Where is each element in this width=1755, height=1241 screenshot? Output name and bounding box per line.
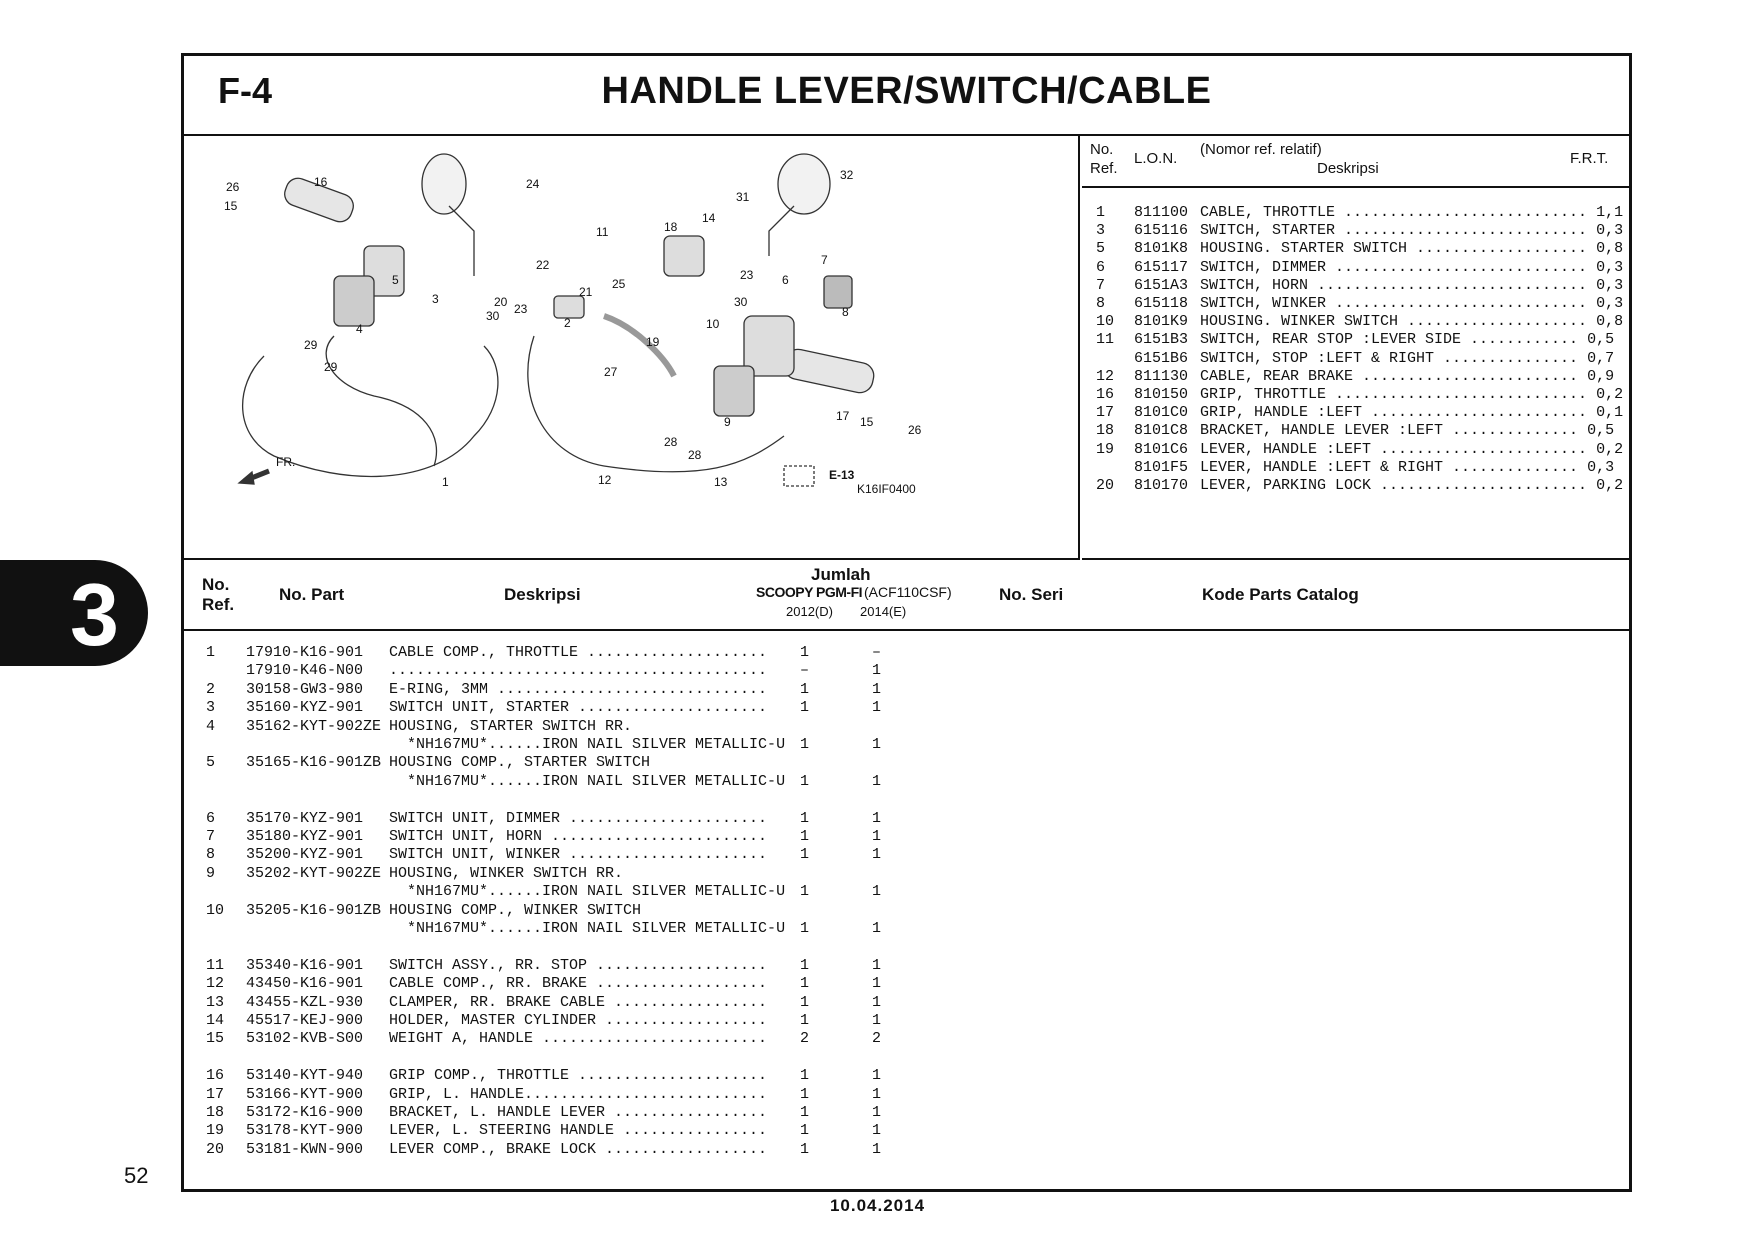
frt-lon: 8101F5 [1134, 458, 1189, 476]
qty-2012: 1 [800, 956, 810, 974]
qty-2014: 1 [872, 846, 882, 864]
callout-number: 21 [579, 285, 593, 299]
parts-row [184, 1012, 1629, 1030]
qty-2012: 1 [800, 736, 810, 753]
print-date: 10.04.2014 [829, 1196, 926, 1215]
frt-desc: HOUSING. STARTER SWITCH ................... 0,8 [1200, 240, 1624, 258]
callout-number: 19 [646, 335, 660, 349]
parts-ref: 18 [206, 1104, 225, 1121]
qty-2014: 1 [872, 975, 882, 993]
parts-number: 17910-K46-N00 [246, 662, 364, 680]
frt-ref: 8 [1096, 295, 1106, 312]
parts-desc: HOUSING, WINKER SWITCH RR. [389, 864, 624, 882]
callout-number: 15 [860, 415, 874, 429]
parts-number: 35202-KYT-902ZE [246, 864, 382, 882]
qty-2014: 1 [872, 1085, 882, 1103]
parts-number: 35170-KYZ-901 [246, 809, 364, 827]
qty-2012: 1 [800, 1085, 810, 1103]
qty-2014: 2 [872, 1030, 882, 1048]
parts-desc: LEVER, L. STEERING HANDLE ................ [389, 1122, 768, 1140]
callout-number: 11 [596, 225, 609, 239]
frt-ref: 7 [1096, 276, 1106, 294]
parts-number: 53166-KYT-900 [246, 1085, 364, 1103]
frt-desc: SWITCH, REAR STOP :LEVER SIDE ............ 0,5 [1200, 331, 1615, 349]
page-number: 52 [124, 1163, 149, 1188]
qty-2012: 1 [800, 1104, 810, 1121]
frt-ref: 19 [1096, 440, 1115, 458]
parts-header-ref: Ref. [202, 595, 235, 614]
qty-2012: 1 [800, 1122, 810, 1140]
parts-desc: *NH167MU*......IRON NAIL SILVER METALLIC-U [389, 920, 786, 937]
frt-row [1082, 386, 1629, 404]
callout-number: 7 [821, 253, 828, 267]
frt-ref: 18 [1096, 422, 1115, 440]
frt-desc: SWITCH, STOP :LEFT & RIGHT ............... 0,7 [1200, 349, 1615, 367]
qty-2014: 1 [872, 1122, 882, 1140]
parts-desc: SWITCH ASSY., RR. STOP ................... [389, 956, 768, 974]
parts-row [184, 975, 1629, 993]
parts-row [184, 644, 1629, 662]
left-mirror [778, 154, 830, 214]
callout-number: 14 [702, 211, 716, 225]
frt-table [1082, 136, 1629, 560]
parts-row [184, 810, 1629, 828]
parts-desc: SWITCH UNIT, DIMMER ...................... [389, 809, 768, 827]
callout-number: 27 [604, 365, 618, 379]
parts-row [184, 1030, 1629, 1048]
callout-number: 9 [724, 415, 731, 429]
front-label: FR. [276, 455, 296, 469]
parts-row [184, 681, 1629, 699]
frt-desc: LEVER, PARKING LOCK ....................... 0,2 [1200, 477, 1624, 494]
parts-number: 35165-K16-901ZB [246, 754, 382, 772]
callout-number: 28 [688, 448, 702, 462]
chapter-number: 3 [70, 565, 119, 664]
parts-row [184, 1122, 1629, 1140]
parts-row [184, 699, 1629, 717]
qty-2014: 1 [872, 956, 882, 974]
callout-number: 26 [908, 423, 922, 437]
parts-row [184, 846, 1629, 864]
parts-number: 35160-KYZ-901 [246, 699, 364, 717]
qty-2014: 1 [872, 883, 882, 901]
parts-desc: CABLE COMP., THROTTLE .................... [389, 644, 768, 661]
title-bar [184, 56, 1629, 136]
frt-header-lon: L.O.N. [1134, 150, 1178, 167]
parts-ref: 19 [206, 1122, 225, 1140]
section-code: F-4 [218, 70, 272, 111]
qty-2014: 1 [872, 1012, 882, 1029]
callout-number: 10 [706, 317, 720, 331]
frt-lon: 8101K9 [1134, 313, 1189, 331]
frt-header-no: No. [1090, 141, 1114, 158]
parts-row [184, 828, 1629, 846]
parts-row [184, 865, 1629, 883]
image-code: K16IF0400 [857, 482, 916, 496]
frt-row [1082, 477, 1629, 495]
qty-2012: 1 [800, 846, 810, 864]
winker-switch-rear [714, 366, 754, 416]
parts-row [184, 1141, 1629, 1159]
left-grip [782, 347, 876, 395]
callout-number: 30 [734, 295, 748, 309]
frt-desc: SWITCH, HORN .............................. 0,3 [1200, 276, 1624, 294]
horn-switch [824, 276, 852, 308]
parts-ref: 6 [206, 809, 216, 827]
parts-table-header [184, 561, 1629, 631]
page-title: HANDLE LEVER/SWITCH/CABLE [601, 70, 1212, 112]
frt-lon: 811130 [1134, 367, 1189, 385]
frt-ref: 6 [1096, 258, 1106, 276]
frt-header-frt: F.R.T. [1570, 150, 1609, 167]
callout-number: 28 [664, 435, 678, 449]
qty-2012: 1 [800, 644, 810, 661]
frt-ref: 12 [1096, 367, 1115, 385]
parts-row [184, 1104, 1629, 1122]
parts-header-catalog: Kode Parts Catalog [1202, 585, 1359, 604]
frt-lon: 8101C6 [1134, 440, 1189, 458]
switch-harness [326, 336, 436, 466]
qty-2012: 1 [800, 809, 810, 827]
parts-header-desc: Deskripsi [504, 585, 581, 604]
qty-2012: 1 [800, 699, 810, 717]
frt-lon: 8101K8 [1134, 240, 1189, 258]
parts-number: 17910-K16-901 [246, 644, 364, 661]
parts-ref: 4 [206, 717, 216, 735]
frt-row [1082, 277, 1629, 295]
parts-ref: 2 [206, 680, 216, 698]
frt-header-ref: Ref. [1090, 160, 1118, 177]
qty-2014: 1 [872, 920, 882, 937]
frt-row [1082, 350, 1629, 368]
parts-desc: HOUSING, STARTER SWITCH RR. [389, 717, 633, 735]
parts-ref: 9 [206, 864, 216, 882]
parts-desc: GRIP COMP., THROTTLE ..................... [389, 1067, 768, 1085]
qty-2012: 1 [800, 1012, 810, 1029]
callout-number: 16 [314, 175, 328, 189]
frt-lon: 6151B6 [1134, 349, 1189, 367]
frt-ref: 16 [1096, 386, 1115, 403]
parts-row [184, 662, 1629, 680]
parts-desc: WEIGHT A, HANDLE ......................... [389, 1030, 768, 1048]
frt-header-deskripsi: Deskripsi [1317, 160, 1379, 177]
parts-row [184, 902, 1629, 920]
parts-desc: HOUSING COMP., STARTER SWITCH [389, 754, 651, 772]
parts-row [184, 754, 1629, 772]
parts-header-jumlah: Jumlah [811, 565, 871, 584]
frt-row [1082, 459, 1629, 477]
parts-number: 53178-KYT-900 [246, 1122, 364, 1140]
parts-number: 53102-KVB-S00 [246, 1030, 364, 1048]
frt-row [1082, 313, 1629, 331]
callout-number: 23 [740, 268, 754, 282]
parts-header-serial: No. Seri [999, 585, 1064, 604]
frt-row [1082, 441, 1629, 459]
parts-ref: 10 [206, 901, 225, 919]
starter-switch-rear [334, 276, 374, 326]
frt-lon: 811100 [1134, 204, 1189, 221]
parts-number: 53172-K16-900 [246, 1104, 364, 1121]
frt-ref: 20 [1096, 477, 1115, 494]
parts-header-no: No. [202, 575, 230, 594]
right-mirror-stem [449, 206, 474, 276]
frt-lon: 615116 [1134, 222, 1189, 240]
parts-desc: SWITCH UNIT, HORN ........................ [389, 828, 768, 845]
frt-lon: 8101C0 [1134, 404, 1189, 422]
frt-desc: LEVER, HANDLE :LEFT & RIGHT .............. 0,3 [1200, 458, 1615, 476]
reference-label: E-13 [829, 468, 855, 482]
qty-2014: 1 [872, 662, 882, 680]
frt-desc: GRIP, THROTTLE ............................ 0,2 [1200, 386, 1624, 403]
frt-row [1082, 404, 1629, 422]
parts-row [184, 1086, 1629, 1104]
callout-number: 4 [356, 322, 363, 336]
parts-ref: 20 [206, 1140, 225, 1158]
frt-row [1082, 368, 1629, 386]
frt-row [1082, 204, 1629, 222]
parts-header-model-code: (ACF110CSF) [864, 584, 952, 600]
parts-number: 35340-K16-901 [246, 956, 364, 974]
qty-2014: – [872, 644, 882, 661]
frt-row [1082, 331, 1629, 349]
left-mirror-stem [769, 206, 794, 256]
parts-desc: HOLDER, MASTER CYLINDER .................. [389, 1012, 768, 1029]
callout-number: 17 [836, 409, 850, 423]
parts-ref: 11 [206, 956, 225, 974]
qty-2014: 1 [872, 1140, 882, 1158]
qty-2012: 1 [800, 993, 810, 1011]
parts-ref: 14 [206, 1012, 225, 1029]
frt-desc: SWITCH, STARTER ........................... 0,3 [1200, 222, 1624, 240]
parts-number: 35200-KYZ-901 [246, 846, 364, 864]
qty-2012: 1 [800, 680, 810, 698]
callout-number: 18 [664, 220, 678, 234]
callout-number: 25 [612, 277, 626, 291]
frt-ref: 3 [1096, 222, 1106, 240]
parts-number: 35205-K16-901ZB [246, 901, 382, 919]
parts-ref: 13 [206, 993, 225, 1011]
frt-desc: CABLE, REAR BRAKE ........................ 0,9 [1200, 367, 1615, 385]
qty-2012: 1 [800, 828, 810, 845]
catalog-page-frame [181, 53, 1632, 1192]
frt-desc: CABLE, THROTTLE ........................... 1,1 [1200, 204, 1624, 221]
qty-2014: 1 [872, 772, 882, 790]
frt-lon: 6151B3 [1134, 331, 1189, 349]
frt-ref: 1 [1096, 204, 1106, 221]
qty-2012: 1 [800, 975, 810, 993]
parts-row [184, 920, 1629, 938]
callout-number: 29 [324, 360, 338, 374]
parts-ref: 15 [206, 1030, 225, 1048]
frt-lon: 6151A3 [1134, 276, 1189, 294]
parts-header-part: No. Part [279, 585, 345, 604]
parts-number: 53181-KWN-900 [246, 1140, 364, 1158]
callout-number: 8 [842, 305, 849, 319]
parts-header-year-2014: 2014(E) [860, 604, 907, 619]
parts-ref: 12 [206, 975, 225, 993]
qty-2012: 1 [800, 772, 810, 790]
frt-row [1082, 259, 1629, 277]
parts-desc: *NH167MU*......IRON NAIL SILVER METALLIC-U [389, 772, 786, 790]
parts-ref: 5 [206, 754, 216, 772]
qty-2014: 1 [872, 1067, 882, 1085]
reference-box [784, 466, 814, 486]
frt-lon: 810150 [1134, 386, 1189, 403]
frt-row [1082, 295, 1629, 313]
frt-lon: 8101C8 [1134, 422, 1189, 440]
qty-2012: 2 [800, 1030, 810, 1048]
frt-desc: LEVER, HANDLE :LEFT ....................... 0,2 [1200, 440, 1624, 458]
frt-desc: HOUSING. WINKER SWITCH .................... 0,8 [1200, 313, 1624, 331]
parts-ref: 1 [206, 644, 216, 661]
right-mirror [422, 154, 466, 214]
parts-row [184, 718, 1629, 736]
qty-2014: 1 [872, 699, 882, 717]
parts-ref: 17 [206, 1085, 225, 1103]
callout-number: 2 [564, 316, 571, 330]
parts-ref: 8 [206, 846, 216, 864]
parts-ref: 3 [206, 699, 216, 717]
frt-row [1082, 240, 1629, 258]
parts-row [184, 736, 1629, 754]
qty-2012: 1 [800, 920, 810, 937]
frt-desc: SWITCH, DIMMER ............................ 0,3 [1200, 258, 1624, 276]
parts-desc: SWITCH UNIT, WINKER ...................... [389, 846, 768, 864]
parts-row [184, 773, 1629, 791]
callout-number: 20 [494, 295, 508, 309]
parts-number: 30158-GW3-980 [246, 680, 364, 698]
callout-number: 24 [526, 177, 540, 191]
frt-table-header [1082, 136, 1629, 188]
parts-desc: E-RING, 3MM .............................. [389, 680, 768, 698]
parts-header-model: SCOOPY PGM-FI [756, 584, 863, 600]
frt-desc: BRACKET, HANDLE LEVER :LEFT .............. 0,5 [1200, 422, 1615, 440]
callout-number: 6 [782, 273, 789, 287]
parts-desc: SWITCH UNIT, STARTER ..................... [389, 699, 768, 717]
callout-number: 31 [736, 190, 750, 204]
parts-ref: 16 [206, 1067, 225, 1085]
callout-number: 15 [224, 199, 238, 213]
lever-bracket [664, 236, 704, 276]
parts-ref: 7 [206, 828, 216, 845]
qty-2014: 1 [872, 736, 882, 753]
parts-number: 35162-KYT-902ZE [246, 717, 382, 735]
frt-ref: 11 [1096, 331, 1115, 349]
callout-number: 13 [714, 475, 728, 489]
parts-desc: BRACKET, L. HANDLE LEVER ................. [389, 1104, 768, 1121]
frt-desc: SWITCH, WINKER ............................ 0,3 [1200, 295, 1624, 312]
callout-number: 5 [392, 273, 399, 287]
callout-number: 26 [226, 180, 240, 194]
qty-2012: 1 [800, 883, 810, 901]
parts-header-year-2012: 2012(D) [786, 604, 833, 619]
qty-2012: – [800, 662, 810, 680]
parts-row [184, 957, 1629, 975]
parking-lock-lever [554, 296, 584, 318]
callout-number: 22 [536, 258, 550, 272]
frt-lon: 810170 [1134, 477, 1189, 494]
parts-desc: LEVER COMP., BRAKE LOCK .................. [389, 1140, 768, 1158]
frt-ref: 10 [1096, 313, 1115, 331]
frt-row [1082, 422, 1629, 440]
qty-2014: 1 [872, 828, 882, 845]
frt-header-nomor: (Nomor ref. relatif) [1200, 141, 1322, 158]
callout-number: 1 [442, 475, 449, 489]
callout-number: 12 [598, 473, 612, 487]
callout-number: 3 [432, 292, 439, 306]
parts-desc: GRIP, L. HANDLE........................... [389, 1085, 768, 1103]
callout-number: 23 [514, 302, 528, 316]
callout-number: 30 [486, 309, 500, 323]
parts-number: 43455-KZL-930 [246, 993, 364, 1011]
chapter-tab [0, 560, 148, 666]
parts-desc: CLAMPER, RR. BRAKE CABLE ................. [389, 993, 768, 1011]
frt-desc: GRIP, HANDLE :LEFT ........................ 0,1 [1200, 404, 1624, 422]
qty-2014: 1 [872, 809, 882, 827]
parts-desc: *NH167MU*......IRON NAIL SILVER METALLIC-U [389, 883, 786, 901]
parts-desc: CABLE COMP., RR. BRAKE ................... [389, 975, 768, 993]
exploded-parts-diagram [184, 136, 1080, 560]
parts-row [184, 883, 1629, 901]
qty-2012: 1 [800, 1067, 810, 1085]
parts-number: 45517-KEJ-900 [246, 1012, 364, 1029]
qty-2012: 1 [800, 1140, 810, 1158]
frt-lon: 615117 [1134, 258, 1189, 276]
callout-number: 29 [304, 338, 318, 352]
frt-ref: 5 [1096, 240, 1106, 258]
parts-desc: HOUSING COMP., WINKER SWITCH [389, 901, 642, 919]
parts-desc: *NH167MU*......IRON NAIL SILVER METALLIC-U [389, 736, 786, 753]
qty-2014: 1 [872, 1104, 882, 1121]
parts-number: 53140-KYT-940 [246, 1067, 364, 1085]
parts-number: 35180-KYZ-901 [246, 828, 364, 845]
frt-lon: 615118 [1134, 295, 1189, 312]
callout-number: 32 [840, 168, 854, 182]
parts-number: 43450-K16-901 [246, 975, 364, 993]
front-arrowhead [239, 472, 254, 484]
qty-2014: 1 [872, 680, 882, 698]
diagram-drawing [184, 136, 1078, 558]
parts-desc: .......................................... [389, 662, 768, 680]
parts-row [184, 994, 1629, 1012]
qty-2014: 1 [872, 993, 882, 1011]
parts-row [184, 1067, 1629, 1085]
frt-row [1082, 222, 1629, 240]
frt-ref: 17 [1096, 404, 1115, 422]
